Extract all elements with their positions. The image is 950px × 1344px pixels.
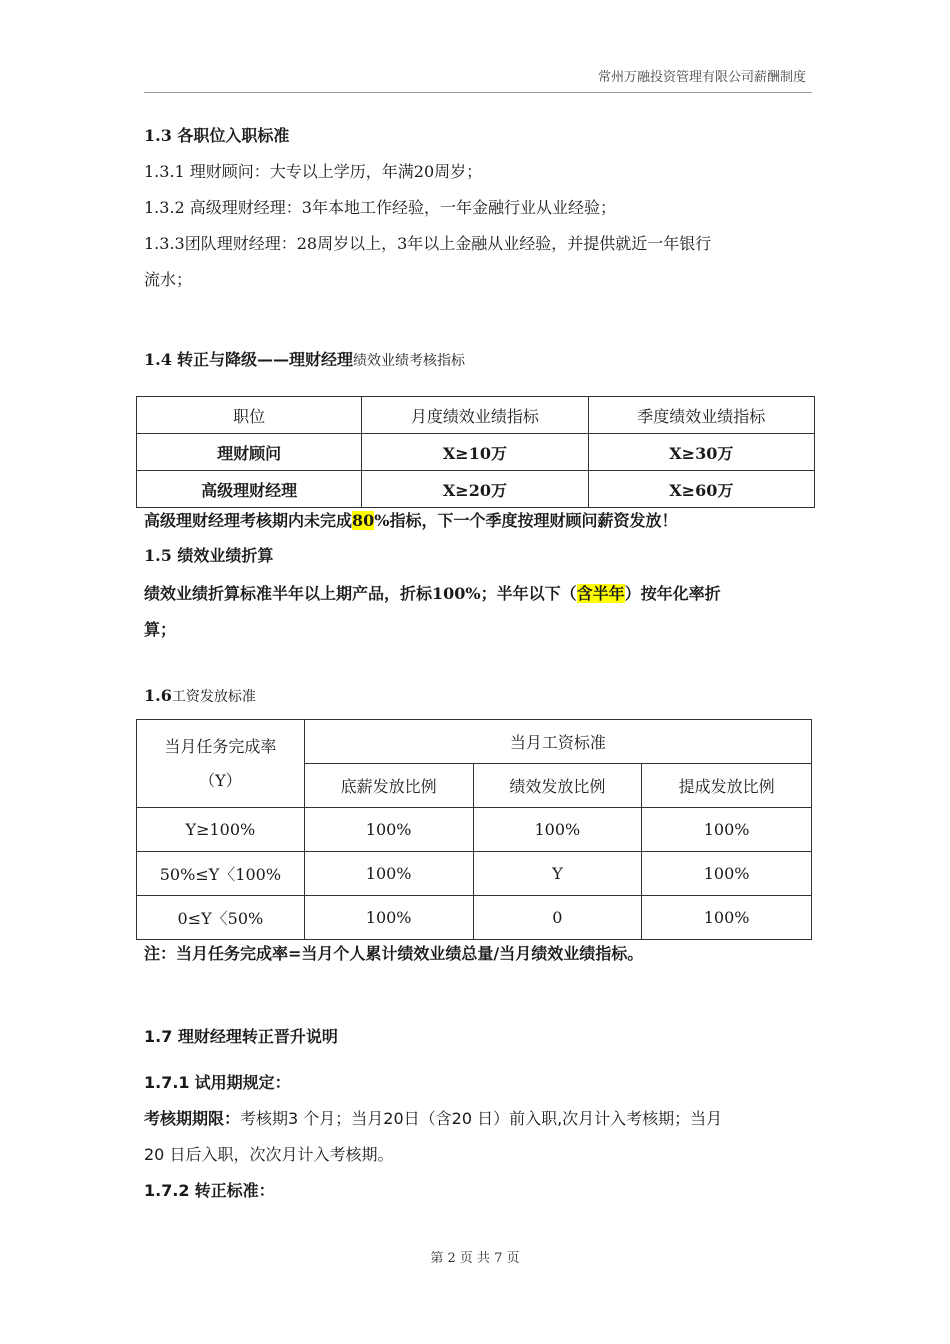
- table-subheader: 提成发放比例: [642, 764, 812, 808]
- table-row: [137, 808, 812, 852]
- table-row: [137, 896, 812, 940]
- section-1-4-note: [144, 503, 812, 539]
- salary-standard-table: [136, 719, 812, 940]
- rate-header-line: 当月任务完成率: [164, 736, 277, 756]
- section-1-5-text: 绩效业绩折算标准半年以上期产品，折标100%；半年以下（: [144, 584, 577, 603]
- note-text: 高级理财经理考核期内未完成: [144, 511, 353, 530]
- table-subheader: 绩效发放比例: [473, 764, 642, 808]
- header-company: 常州万融投资管理有限公司薪酬制度: [597, 70, 806, 85]
- table-row: [137, 434, 815, 471]
- table-header-row: [137, 397, 815, 434]
- section-1-4-title: [144, 342, 812, 379]
- section-1-5-highlight: 含半年: [576, 584, 625, 603]
- table-row: [137, 852, 812, 896]
- rate-header-line: （Y）: [199, 770, 242, 790]
- table-header: 月度绩效业绩指标: [362, 397, 588, 434]
- table-cell: 高级理财经理: [137, 471, 362, 508]
- section-1-6-title: [144, 678, 812, 715]
- section-1-3-line-3b: 流水；: [144, 270, 193, 289]
- note-text: %指标，下一个季度按理财顾问薪资发放！: [374, 511, 678, 530]
- section-1-3-line-3a: 1.3.3团队理财经理：28周岁以上，3年以上金融从业经验，并提供就近一年银行: [144, 234, 712, 253]
- table-cell: X≥30万: [588, 434, 814, 471]
- section-1-5-text: ）按年化率折: [624, 584, 721, 603]
- section-1-6-note: [144, 936, 812, 972]
- table-cell: 100%: [642, 808, 812, 852]
- table-cell: 100%: [304, 808, 473, 852]
- table-cell: 0: [473, 896, 642, 940]
- section-1-4-subtitle: 绩效业绩考核指标: [352, 353, 465, 369]
- probation-text-cont: 20 日后入职，次次月计入考核期。: [144, 1145, 394, 1164]
- section-1-5-title: 1.5 绩效业绩折算: [144, 546, 274, 565]
- section-1-7: [144, 1019, 812, 1209]
- table-row: [137, 471, 815, 508]
- table-header: 季度绩效业绩指标: [588, 397, 814, 434]
- table-cell: X≥10万: [362, 434, 588, 471]
- page-footer: 第 2 页 共 7 页: [430, 1251, 520, 1266]
- table-subheader: 底薪发放比例: [304, 764, 473, 808]
- table-cell: 100%: [304, 896, 473, 940]
- section-1-3-title: 1.3 各职位入职标准: [144, 126, 290, 145]
- table-cell: 100%: [473, 808, 642, 852]
- table-header-row: [137, 720, 812, 764]
- section-1-7-2-number: 1.7.2: [144, 1181, 190, 1200]
- table-cell: Y≥100%: [137, 808, 305, 852]
- probation-text: 考核期3 个月；当月20日（含20 日）前入职,次月计入考核期；当月: [240, 1109, 723, 1128]
- rate-header: [137, 720, 305, 808]
- section-1-7-1-label: 试用期规定：: [194, 1073, 291, 1092]
- table-cell: 100%: [642, 852, 812, 896]
- table-cell: 100%: [304, 852, 473, 896]
- table-cell: X≥60万: [588, 471, 814, 508]
- section-1-7-1-number: 1.7.1: [144, 1073, 190, 1092]
- section-1-3: [144, 118, 812, 298]
- table-cell: 理财顾问: [137, 434, 362, 471]
- section-1-4-bold-title: 转正与降级——理财经理: [176, 350, 353, 369]
- group-header: 当月工资标准: [304, 720, 811, 764]
- section-1-3-line-2: 1.3.2 高级理财经理：3年本地工作经验，一年金融行业从业经验；: [144, 198, 616, 217]
- section-1-6-subtitle: 工资发放标准: [171, 689, 256, 705]
- table-cell: X≥20万: [362, 471, 588, 508]
- section-1-5: [144, 538, 812, 648]
- note-highlight: 80: [352, 511, 375, 530]
- table-cell: 50%≤Y〈100%: [137, 852, 305, 896]
- table-cell: 100%: [642, 896, 812, 940]
- table-cell: 0≤Y〈50%: [137, 896, 305, 940]
- section-1-6-number: 1.6: [144, 686, 172, 705]
- table-header: 职位: [137, 397, 362, 434]
- table-cell: Y: [473, 852, 642, 896]
- section-1-5-text-cont: 算；: [144, 620, 177, 639]
- section-1-6-note-text: 注：当月任务完成率=当月个人累计绩效业绩总量/当月绩效业绩指标。: [144, 944, 644, 963]
- section-1-3-line-1: 1.3.1 理财顾问：大专以上学历，年满20周岁；: [144, 162, 483, 181]
- performance-target-table: [136, 396, 815, 508]
- probation-label: 考核期期限：: [144, 1109, 241, 1128]
- header-divider: [144, 92, 812, 93]
- section-1-7-title: 1.7 理财经理转正晋升说明: [144, 1027, 338, 1046]
- section-1-7-2-label: 转正标准：: [194, 1181, 275, 1200]
- section-1-4-number: 1.4: [144, 350, 172, 369]
